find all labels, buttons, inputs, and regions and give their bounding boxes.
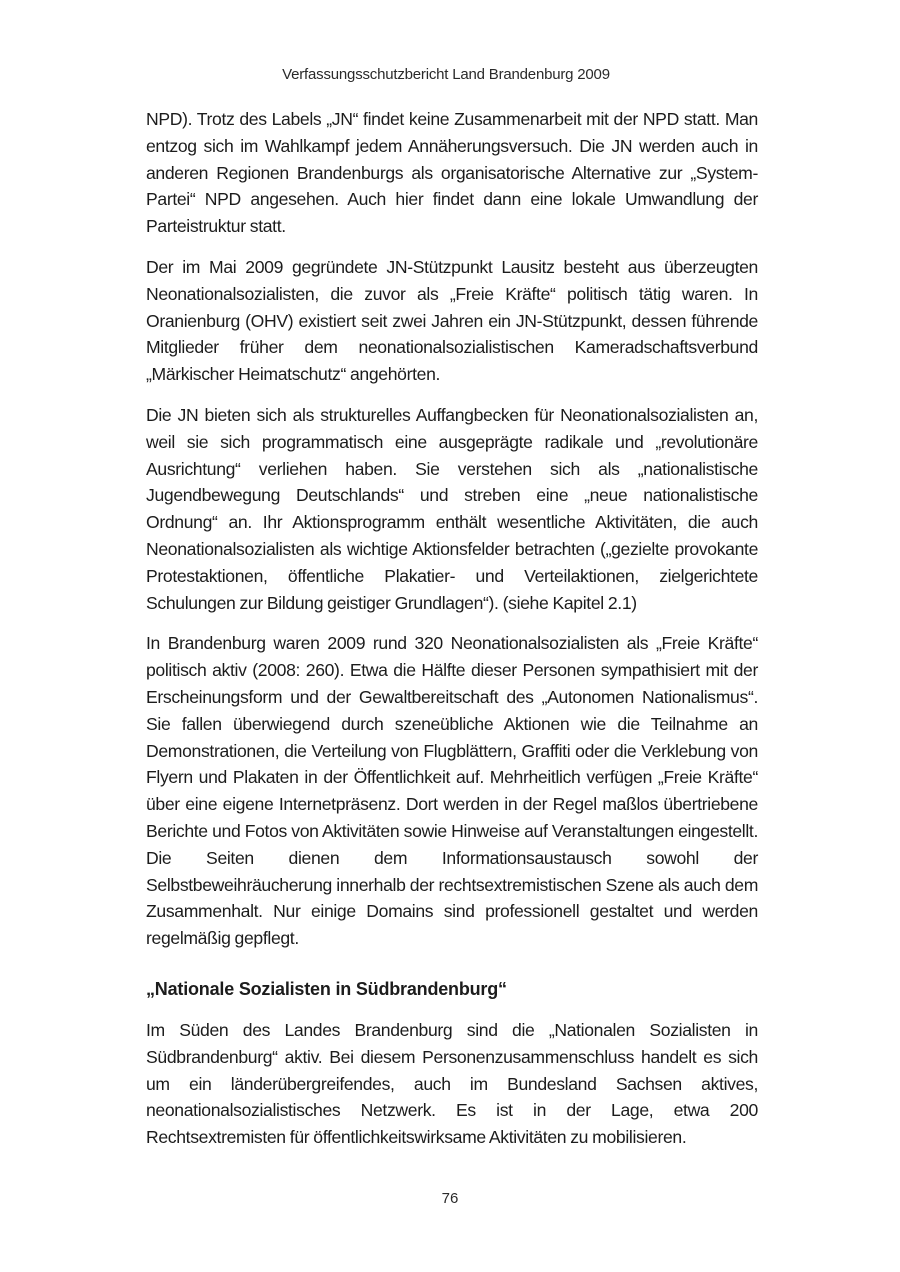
paragraph-npd-labels: NPD). Trotz des Labels „JN“ findet keine Zusammenarbeit mit der NPD statt. Man entzog sich im Wahlkampf jedem Annäherungsversuch. Die JN werden auch in anderen Regionen Brandenburgs als organisatorische Alternative zur „System-Partei“ NPD angesehen. Auch hier findet dann eine lokale Umwandlung der Parteistruktur statt.	[146, 109, 758, 237]
running-header: Verfassungsschutzbericht Land Brandenburg 2009	[282, 66, 610, 83]
body-text	[146, 106, 758, 1165]
paragraph-freie-kraefte: In Brandenburg waren 2009 rund 320 Neonationalsozialisten als „Freie Kräfte“ politisch aktiv (2008: 260). Etwa die Hälfte dieser Personen sympathisiert mit der Erscheinungsform und der Gewaltbereitschaft des „Autonomen Nationalismus“. Sie fallen überwiegend durch szeneübliche Aktionen wie die Teilnahme an Demonstrationen, die Verteilung von Flugblättern, Graffiti oder die Verklebung von Flyern und Plakaten in der Öffentlichkeit auf. Mehrheitlich verfügen „Freie Kräfte“ über eine eigene Internetpräsenz. Dort werden in der Regel maßlos übertriebene Berichte und Fotos von Aktivitäten sowie Hinweise auf Veranstaltungen eingestellt. Die Seiten dienen dem Informationsaustausch sowohl der Selbstbeweihräucherung innerhalb der rechtsextremistischen Szene als auch dem Zusammenhalt. Nur einige Domains sind professionell gestaltet und werden regelmäßig gepflegt.	[146, 633, 758, 949]
paragraph-jn-stuetzpunkt: Der im Mai 2009 gegründete JN-Stützpunkt Lausitz besteht aus überzeugten Neonationalsozialisten, die zuvor als „Freie Kräfte“ politisch tätig waren. In Oranienburg (OHV) existiert seit zwei Jahren ein JN-Stützpunkt, dessen führende Mitglieder früher dem neonationalsozialistischen Kameradschaftsverbund „Märkischer Heimatschutz“ angehörten.	[146, 256, 758, 385]
paragraph-jn-auffangbecken: Die JN bieten sich als strukturelles Auffangbecken für Neonationalsozialisten an, weil sie sich programmatisch eine ausgeprägte radikale und „revolutionäre Ausrichtung“ verliehen haben. Sie verstehen sich als „nationalistische Jugendbewegung Deutschlands“ und streben eine „neue nationalistische Ordnung“ an. Ihr Aktionsprogramm enthält wesentliche Aktivitäten, die auch Neonationalsozialisten als wichtige Aktionsfelder betrachten („gezielte provokante Protestaktionen, öffentliche Plakatier- und Verteilaktionen, zielgerichtete Schulungen zur Bildung geistiger Grundlagen“). (siehe Kapitel 2.1)	[146, 404, 758, 613]
section-heading: „Nationale Sozialisten in Südbrandenburg“	[146, 978, 507, 999]
page-number: 76	[441, 1190, 459, 1207]
paragraph-suedbrandenburg: Im Süden des Landes Brandenburg sind die „Nationalen Sozialisten in Südbrandenburg“ aktiv. Bei diesem Personenzusammenschluss handelt es sich um ein länderübergreifendes, auch im Bundesland Sachsen aktives, neonationalsozialistisches Netzwerk. Es ist in der Lage, etwa 200 Rechtsextremisten für öffentlichkeitswirksame Aktivitäten zu mobilisieren.	[146, 1019, 758, 1148]
